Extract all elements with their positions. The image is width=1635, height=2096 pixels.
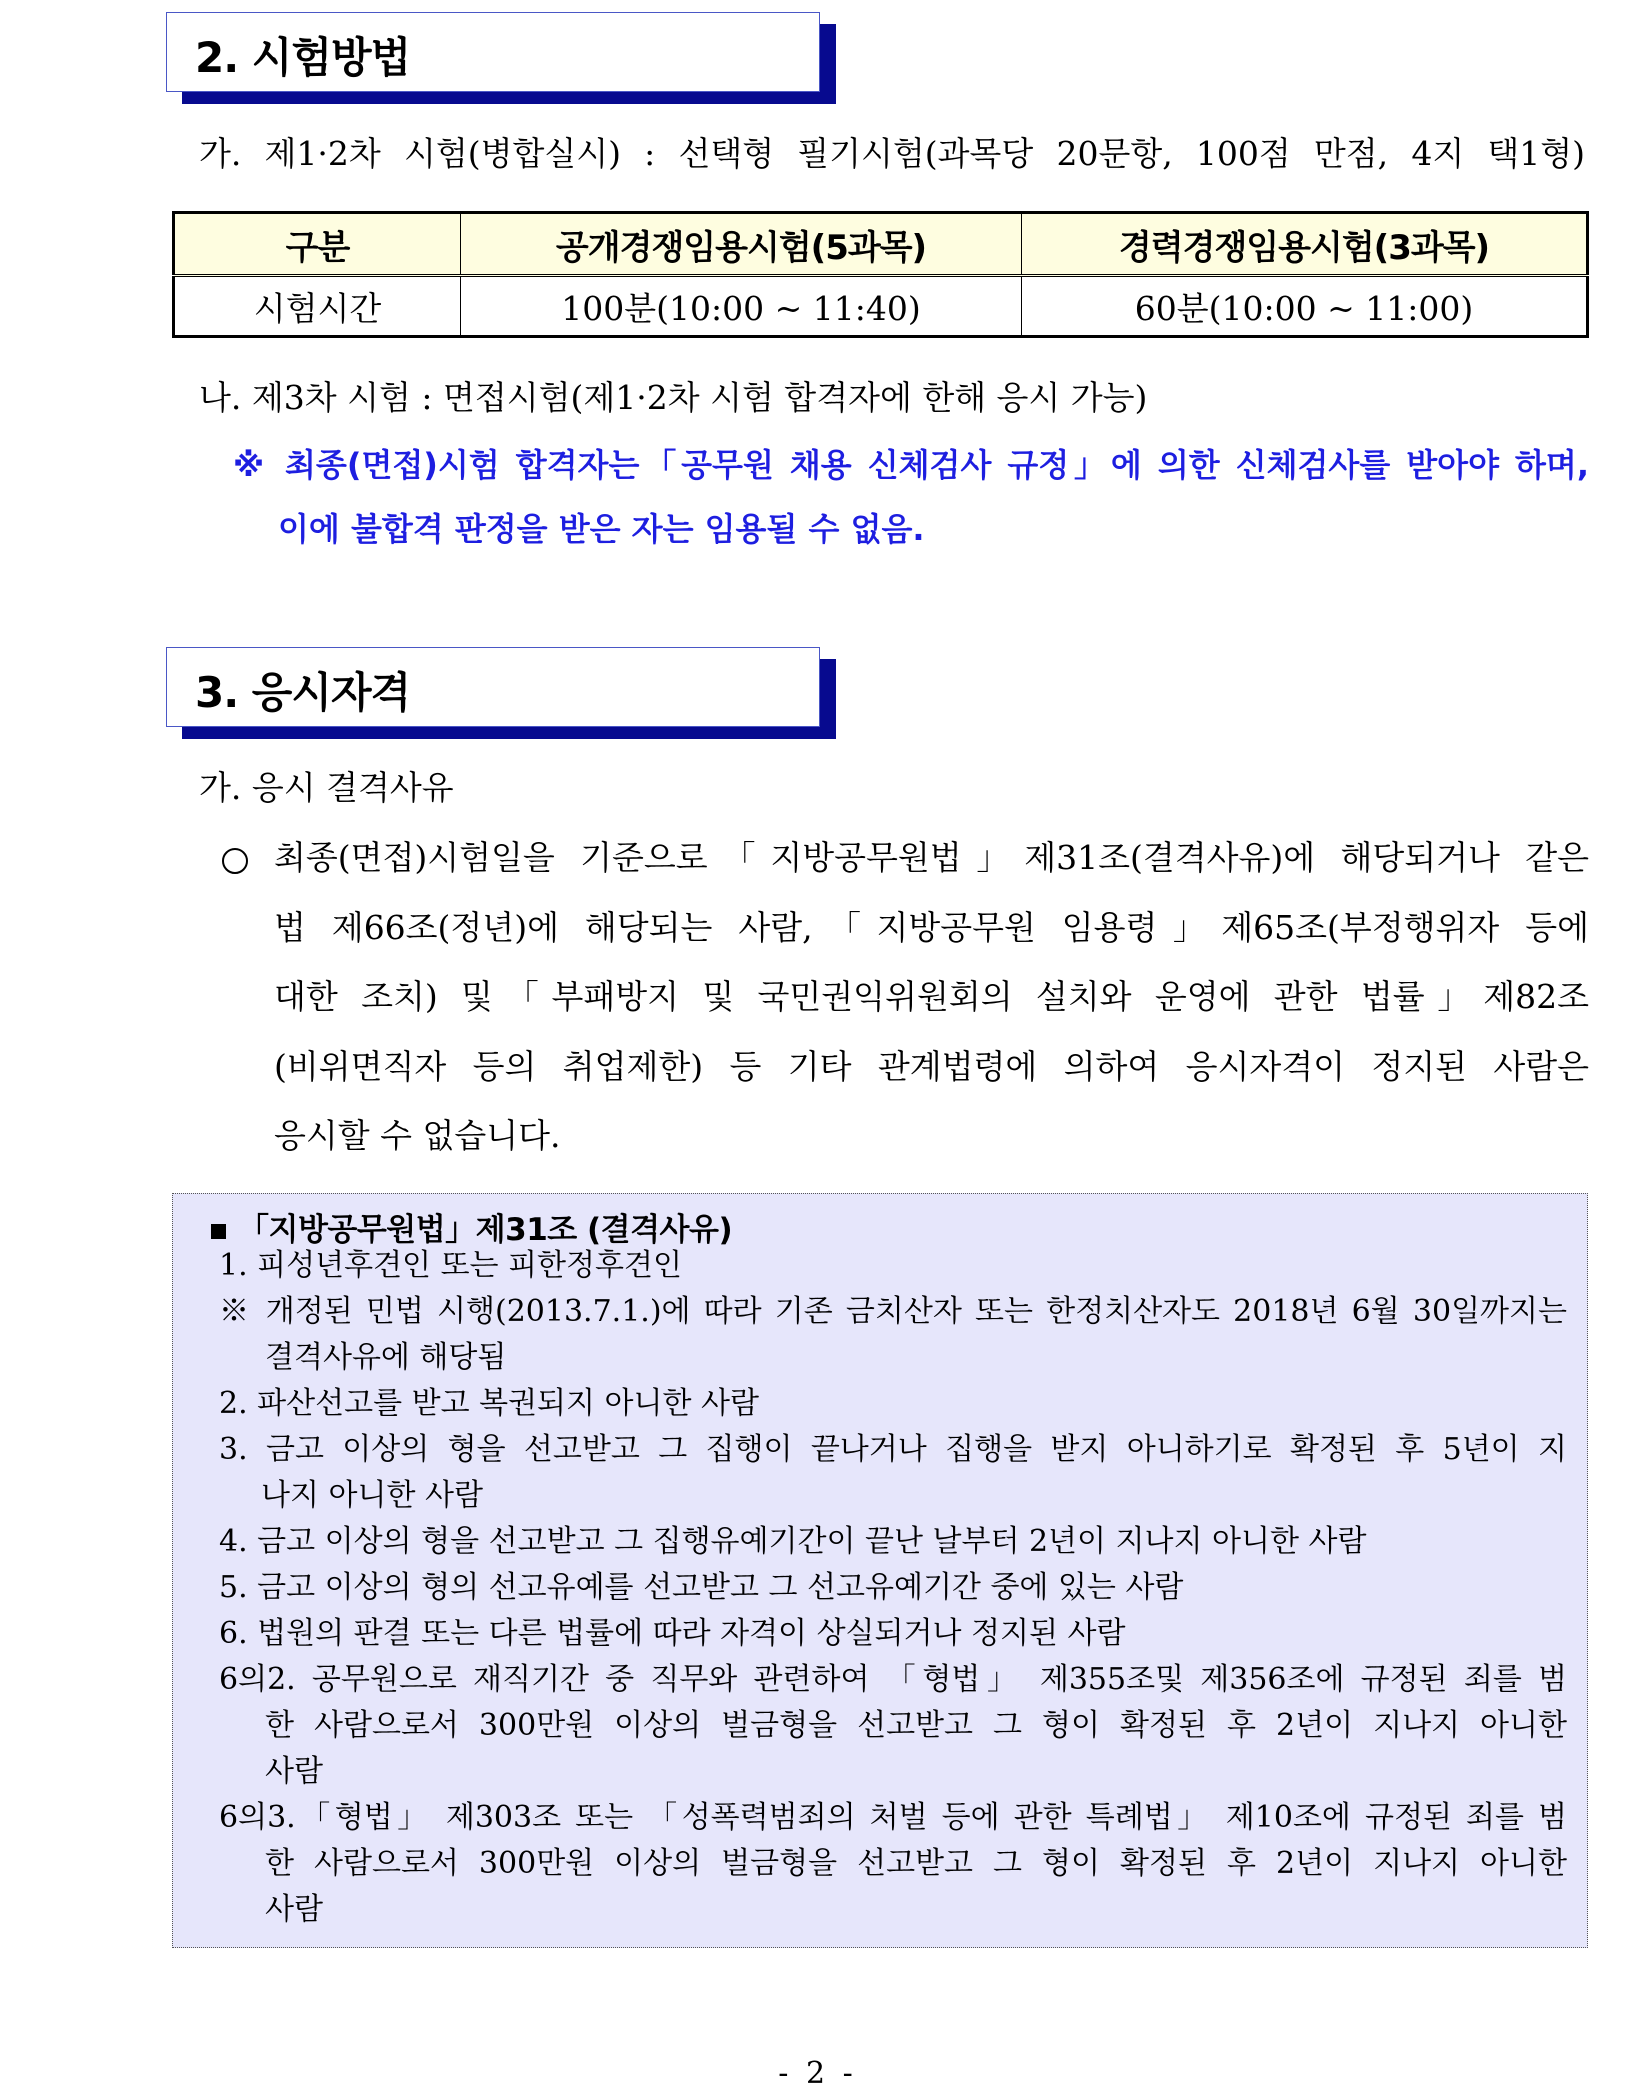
law-line: 한 사람으로서 300만원 이상의 벌금형을 선고받고 그 형이 확정된 후 2년이 지나지 아니한 bbox=[265, 1846, 1567, 1881]
law-line: 6. 법원의 판결 또는 다른 법률에 따라 자격이 상실되거나 정지된 사람 bbox=[219, 1616, 1126, 1651]
table-header-cell: 공개경쟁임용시험(5과목) bbox=[461, 213, 1022, 276]
law-excerpt-box bbox=[172, 1193, 1588, 1948]
page-number: - 2 - bbox=[778, 2056, 857, 2091]
section-2-item-na: 나. 제3차 시험 : 면접시험(제1·2차 시험 합격자에 한해 응시 가능) bbox=[199, 378, 1148, 417]
law-line: 사람 bbox=[265, 1754, 323, 1789]
eligibility-paragraph-line: (비위면직자 등의 취업제한) 등 기타 관계법령에 의하여 응시자격이 정지된 사람은 bbox=[274, 1047, 1589, 1086]
section-2-item-ga: 가. 제1·2차 시험(병합실시) : 선택형 필기시험(과목당 20문항, 100점 만점, 4지 택1형) bbox=[199, 134, 1585, 173]
square-bullet-icon bbox=[211, 1224, 226, 1239]
section-3-title: 3. 응시자격 bbox=[195, 668, 411, 717]
section-3-item-ga: 가. 응시 결격사유 bbox=[199, 768, 454, 807]
table-header-row bbox=[174, 213, 1588, 276]
table-cell: 시험시간 bbox=[174, 276, 461, 337]
section-2-header bbox=[166, 12, 820, 92]
circle-bullet-icon bbox=[222, 848, 248, 874]
law-line: 3. 금고 이상의 형을 선고받고 그 집행이 끝나거나 집행을 받지 아니하기로 확정된 후 5년이 지 bbox=[219, 1432, 1567, 1467]
law-line: 사람 bbox=[265, 1892, 323, 1927]
table-row bbox=[174, 276, 1588, 337]
table-cell: 60분(10:00 ~ 11:00) bbox=[1022, 276, 1588, 337]
law-line: 6의3.「형법」 제303조 또는 「성폭력범죄의 처벌 등에 관한 특례법」 제10조에 규정된 죄를 범 bbox=[219, 1800, 1567, 1835]
law-line: 6의2. 공무원으로 재직기간 중 직무와 관련하여 「형법」 제355조및 제356조에 규정된 죄를 범 bbox=[219, 1662, 1567, 1697]
eligibility-paragraph-line: 법 제66조(정년)에 해당되는 사람,「지방공무원 임용령」제65조(부정행위자 등에 bbox=[274, 908, 1589, 947]
health-check-note-cont: 이에 불합격 판정을 받은 자는 임용될 수 없음. bbox=[278, 510, 925, 548]
health-check-note: ※ 최종(면접)시험 합격자는「공무원 채용 신체검사 규정」에 의한 신체검사를 받아야 하며, bbox=[233, 446, 1589, 484]
law-line: 한 사람으로서 300만원 이상의 벌금형을 선고받고 그 형이 확정된 후 2년이 지나지 아니한 bbox=[265, 1708, 1567, 1743]
section-2-title: 2. 시험방법 bbox=[195, 33, 411, 82]
law-box-title bbox=[211, 1204, 732, 1249]
law-line: 4. 금고 이상의 형을 선고받고 그 집행유예기간이 끝난 날부터 2년이 지나지 아니한 사람 bbox=[219, 1524, 1367, 1559]
law-line: ※ 개정된 민법 시행(2013.7.1.)에 따라 기존 금치산자 또는 한정치산자도 2018년 6월 30일까지는 bbox=[219, 1294, 1567, 1329]
law-box-title-text: 「지방공무원법」제31조 (결격사유) bbox=[238, 1212, 733, 1248]
law-line: 2. 파산선고를 받고 복권되지 아니한 사람 bbox=[219, 1386, 759, 1421]
law-line: 5. 금고 이상의 형의 선고유예를 선고받고 그 선고유예기간 중에 있는 사람 bbox=[219, 1570, 1184, 1605]
eligibility-paragraph-line: 최종(면접)시험일을 기준으로「지방공무원법」제31조(결격사유)에 해당되거나 같은 bbox=[274, 838, 1589, 877]
exam-schedule-table bbox=[172, 211, 1589, 338]
table-header-cell: 구분 bbox=[174, 213, 461, 276]
table-cell: 100분(10:00 ~ 11:40) bbox=[461, 276, 1022, 337]
eligibility-paragraph-line: 응시할 수 없습니다. bbox=[274, 1116, 561, 1155]
law-line: 1. 피성년후견인 또는 피한정후견인 bbox=[219, 1248, 682, 1283]
eligibility-paragraph-line: 대한 조치) 및「부패방지 및 국민권익위원회의 설치와 운영에 관한 법률」제82조 bbox=[274, 977, 1589, 1016]
section-3-header bbox=[166, 647, 820, 727]
law-line: 결격사유에 해당됨 bbox=[265, 1340, 507, 1375]
law-line: 나지 아니한 사람 bbox=[261, 1478, 483, 1513]
table-header-cell: 경력경쟁임용시험(3과목) bbox=[1022, 213, 1588, 276]
